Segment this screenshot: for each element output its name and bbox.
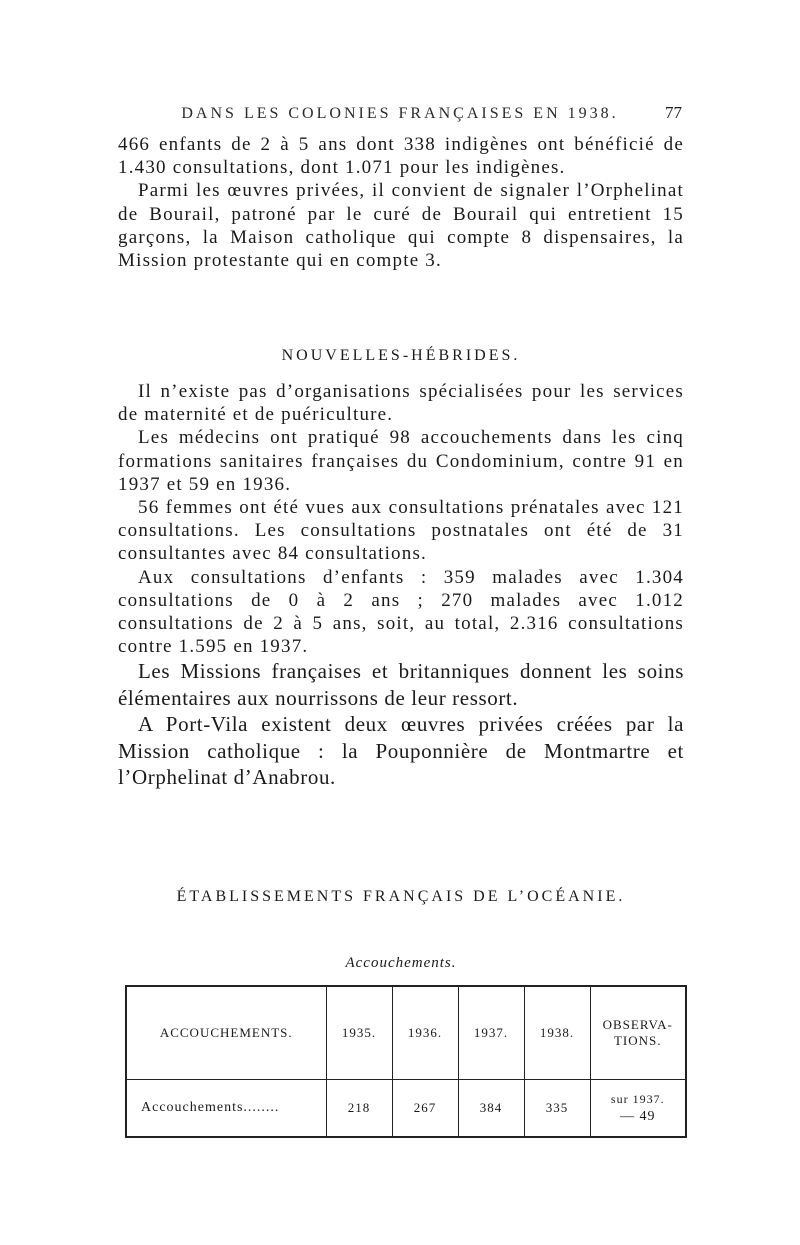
section-body bbox=[118, 380, 684, 791]
column-header: OBSERVA-TIONS. bbox=[590, 986, 686, 1080]
column-header: 1935. bbox=[326, 986, 392, 1080]
row-label: Accouchements........ bbox=[141, 1100, 280, 1115]
table-cell: 335 bbox=[524, 1080, 590, 1138]
paragraph: 56 femmes ont été vues aux consultations prénatales avec 121 consultations. Les consultations postnatales ont été de 31 consultantes avec 84 consultations. bbox=[118, 497, 684, 565]
observation-cell bbox=[590, 1080, 686, 1138]
running-head: DANS LES COLONIES FRANÇAISES EN 1938. bbox=[181, 105, 619, 122]
column-header: 1936. bbox=[392, 986, 458, 1080]
paragraph: Les médecins ont pratiqué 98 accouchements dans les cinq formations sanitaires françaises du Condominium, contre 91 en 1937 et 59 en 1936. bbox=[118, 427, 684, 495]
observation-note: sur 1937. bbox=[610, 1091, 665, 1106]
accouchements-table bbox=[125, 985, 687, 1138]
paragraph: Il n’existe pas d’organisations spécialisées pour les services de maternité et de puériculture. bbox=[118, 381, 684, 426]
section-title: NOUVELLES-HÉBRIDES. bbox=[281, 347, 521, 364]
paragraph: 466 enfants de 2 à 5 ans dont 338 indigènes ont bénéficié de 1.430 consultations, dont 1.071 pour les indigènes. bbox=[118, 134, 684, 179]
paragraph: A Port-Vila existent deux œuvres privées créées par la Mission catholique : la Pouponnière de Montmartre et l’Orphelinat d’Anabrou. bbox=[118, 712, 684, 790]
table-header-row bbox=[126, 986, 686, 1080]
section-subtitle: Accouchements. bbox=[345, 955, 457, 971]
table-cell: 218 bbox=[326, 1080, 392, 1138]
table-cell: 267 bbox=[392, 1080, 458, 1138]
paragraph: Aux consultations d’enfants : 359 malades avec 1.304 consultations de 0 à 2 ans ; 270 malades avec 1.012 consultations de 2 à 5 ans, soit, au total, 2.316 consultations contre 1.595 en 1937. bbox=[118, 566, 684, 658]
observation-value: — 49 bbox=[620, 1108, 656, 1124]
column-header: 1937. bbox=[458, 986, 524, 1080]
paragraph: Les Missions françaises et britanniques donnent les soins élémentaires aux nourrissons de leur ressort. bbox=[118, 659, 684, 710]
table-cell: 384 bbox=[458, 1080, 524, 1138]
page-number: 77 bbox=[665, 103, 682, 122]
column-header: ACCOUCHEMENTS. bbox=[126, 986, 326, 1080]
column-header: 1938. bbox=[524, 986, 590, 1080]
paragraph: Parmi les œuvres privées, il convient de signaler l’Orphelinat de Bourail, patroné par le curé de Bourail qui entretient 15 garçons, la Maison catholique qui compte 8 dispensaires, la Mission protestante qui en compte 3. bbox=[118, 180, 684, 272]
table-row bbox=[126, 1080, 686, 1138]
section-title: ÉTABLISSEMENTS FRANÇAIS DE L’OCÉANIE. bbox=[176, 888, 626, 905]
intro-text bbox=[118, 133, 684, 272]
